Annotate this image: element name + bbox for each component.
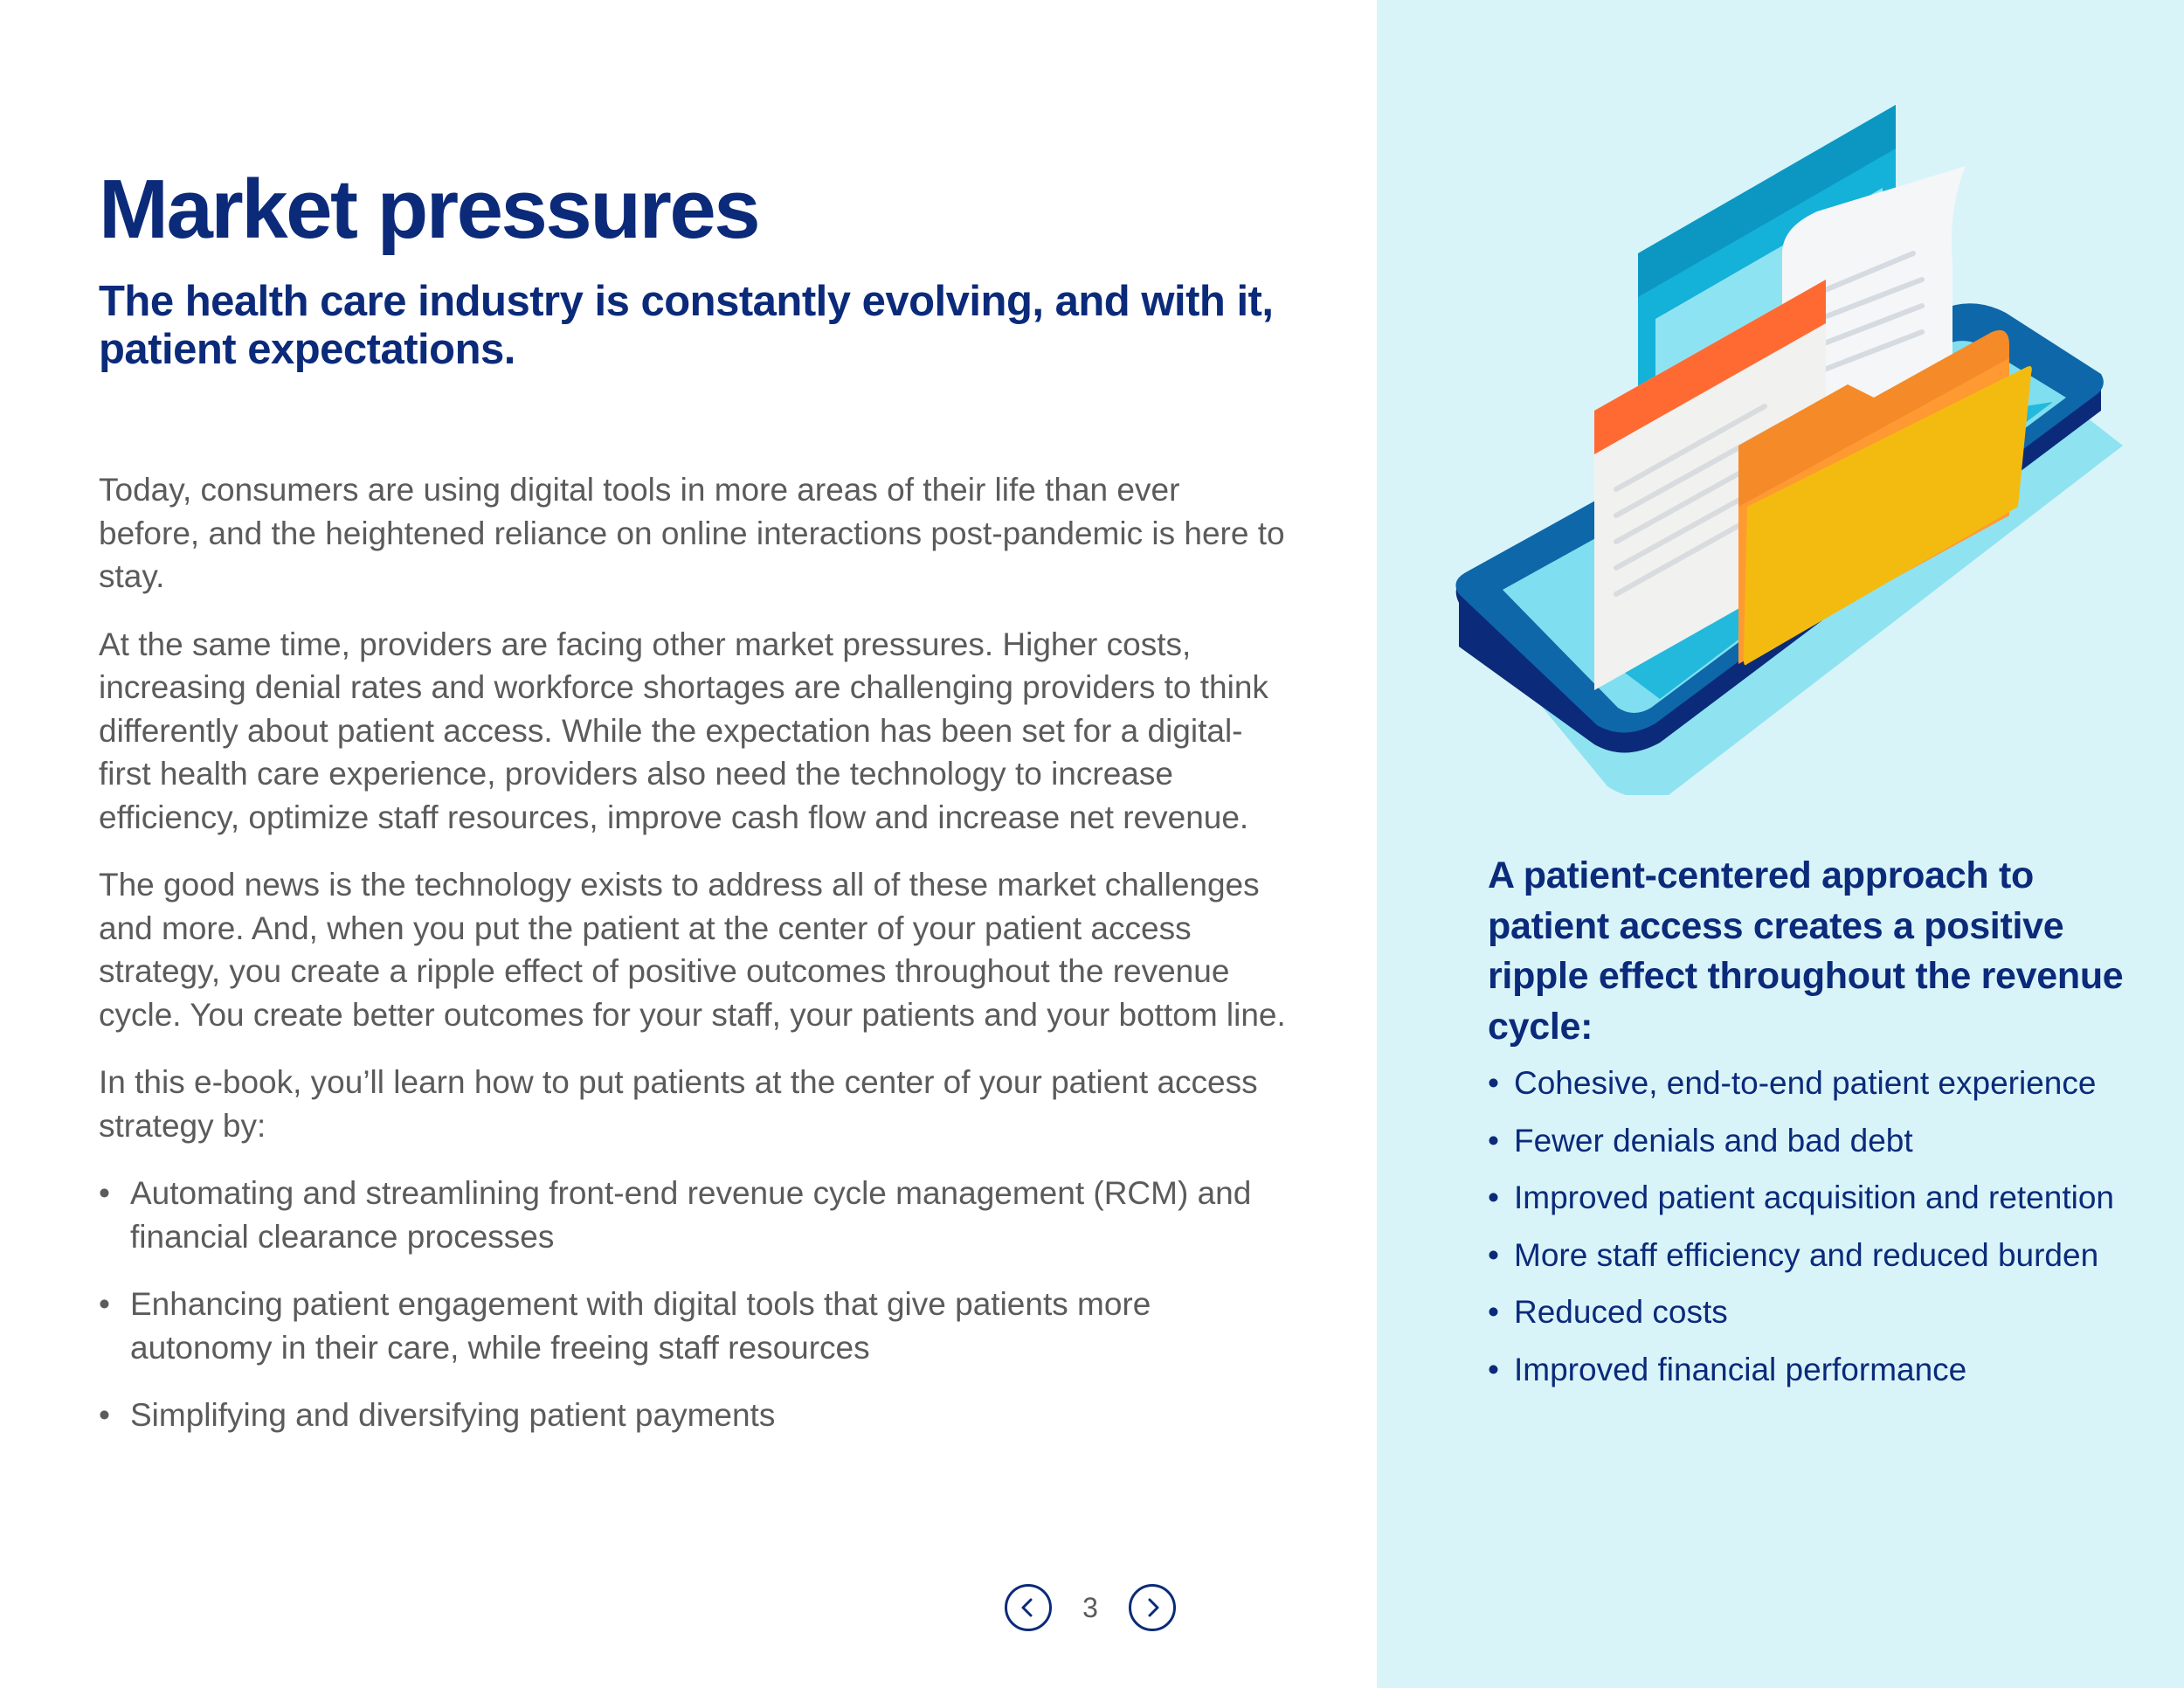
body-text	[99, 468, 1287, 1462]
bullet-icon: •	[99, 1397, 110, 1433]
pagination	[1005, 1583, 1176, 1632]
list-item-text: Enhancing patient engagement with digital tools that give patients more autonomy in their care, while freeing staff resources	[130, 1286, 1151, 1366]
bullet-icon: •	[1488, 1351, 1499, 1387]
bullet-icon: •	[1488, 1180, 1499, 1215]
benefits-list	[1488, 1062, 2134, 1405]
list-item	[99, 1172, 1287, 1258]
next-page-button[interactable]	[1129, 1584, 1176, 1631]
list-item-text: Fewer denials and bad debt	[1514, 1122, 1913, 1159]
paragraph: Today, consumers are using digital tools in more areas of their life than ever before, and the heightened reliance on online interactions post-pandemic is here to stay.	[99, 472, 1285, 594]
list-item	[1488, 1234, 2134, 1277]
bullet-icon: •	[1488, 1294, 1499, 1330]
list-item	[1488, 1348, 2134, 1392]
bullet-icon: •	[1488, 1065, 1499, 1101]
bullet-icon: •	[1488, 1236, 1499, 1273]
list-item-text: More staff efficiency and reduced burden	[1514, 1236, 2099, 1273]
bullet-icon: •	[99, 1286, 110, 1322]
bullet-icon: •	[1488, 1122, 1499, 1159]
list-item	[1488, 1062, 2134, 1105]
list-item	[99, 1283, 1287, 1369]
list-item-text: Reduced costs	[1514, 1294, 1728, 1330]
page-title: Market pressures	[99, 163, 759, 256]
page-subtitle: The health care industry is constantly evolving, and with it, patient expectations.	[99, 278, 1274, 374]
chevron-left-icon	[1017, 1596, 1040, 1619]
list-item-text: Simplifying and diversifying patient payments	[130, 1397, 776, 1433]
list-item-text: Improved financial performance	[1514, 1351, 1967, 1387]
tablet-documents-illustration	[1450, 96, 2123, 795]
sidebar-heading: A patient-centered approach to patient access creates a positive ripple effect throughout the revenue cycle:	[1488, 854, 2124, 1048]
chevron-right-icon	[1141, 1596, 1164, 1619]
list-item	[1488, 1290, 2134, 1334]
list-item	[99, 1394, 1287, 1437]
list-item-text: Cohesive, end-to-end patient experience	[1514, 1065, 2097, 1101]
list-item	[1488, 1119, 2134, 1163]
list-item-text: Improved patient acquisition and retention	[1514, 1180, 2114, 1215]
paragraph: The good news is the technology exists to address all of these market challenges and more. And, when you put the patient at the center of your patient access strategy, you create a ripple effect of positive outcomes throughout the revenue cycle. You create better outcomes for your staff, your patients and your bottom line.	[99, 867, 1286, 1033]
paragraph: In this e-book, you’ll learn how to put patients at the center of your patient access strategy by:	[99, 1064, 1258, 1144]
strategy-list	[99, 1172, 1287, 1437]
list-item	[1488, 1176, 2134, 1220]
page-number: 3	[1082, 1591, 1098, 1623]
paragraph: At the same time, providers are facing other market pressures. Higher costs, increasing denial rates and workforce shortages are challenging providers to think differently about patient access. While the expectation has been set for a digital-first health care experience, providers also need the technology to increase efficiency, optimize staff resources, improve cash flow and increase net revenue.	[99, 626, 1268, 835]
previous-page-button[interactable]	[1005, 1584, 1052, 1631]
bullet-icon: •	[99, 1175, 110, 1211]
list-item-text: Automating and streamlining front-end revenue cycle management (RCM) and financial clearance processes	[130, 1175, 1252, 1255]
